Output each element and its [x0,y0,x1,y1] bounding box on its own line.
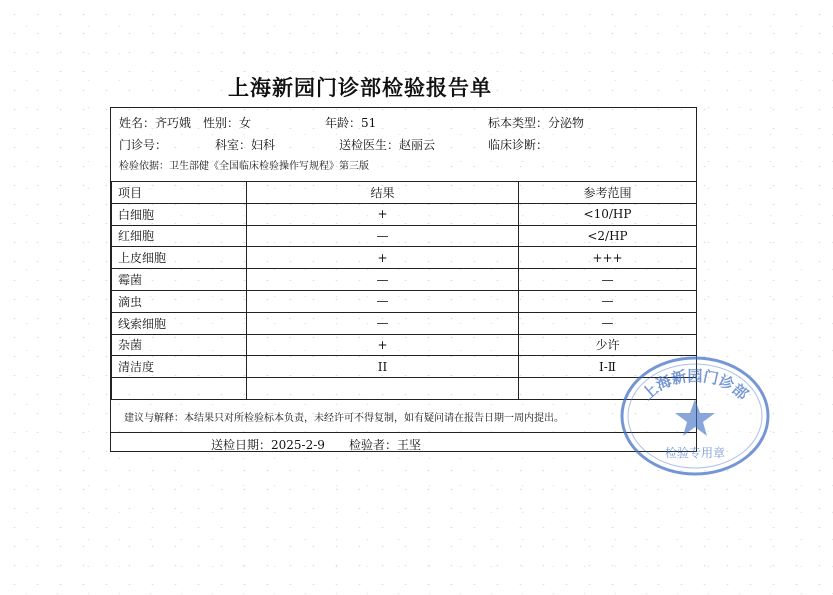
row-result: — [247,225,519,247]
row-result: + [247,203,519,225]
dept-label: 科室： [215,138,252,152]
sex-field [203,114,251,131]
doctor-field [339,136,435,153]
age-value: 51 [361,116,377,130]
row-reference [519,378,697,400]
table-row [112,247,697,269]
row-item: 红细胞 [112,225,247,247]
dept-field [215,136,275,153]
specimen-field [488,114,584,131]
row-item: 线索细胞 [112,312,247,334]
row-reference: — [519,269,697,291]
table-header-row [112,182,697,204]
row-item: 霉菌 [112,269,247,291]
header-item: 项目 [112,182,247,204]
row-item: 滴虫 [112,290,247,312]
diagnosis-field [488,136,548,153]
age-label: 年龄： [325,116,362,130]
row-reference: +++ [519,247,697,269]
report-title: 上海新园门诊部检验报告单 [228,75,492,100]
sex-label: 性别： [203,116,240,130]
row-reference: — [519,290,697,312]
row-item: 清洁度 [112,356,247,378]
row-item: 白细胞 [112,203,247,225]
test-basis: 检验依据：卫生部健《全国临床检验操作写规程》第三版 [119,161,369,172]
row-reference: 少许 [519,334,697,356]
inspector-value: 王坚 [397,438,422,452]
row-result: II [247,356,519,378]
dept-value: 妇科 [251,138,276,152]
table-row [112,334,697,356]
header-result: 结果 [247,182,519,204]
diagnosis-label: 临床诊断： [488,138,549,152]
doctor-value: 赵丽云 [399,138,436,152]
age-field [325,114,376,131]
submit-date-value: 2025-2-9 [271,438,325,452]
stamp-subtext: 检验专用章 [664,446,726,460]
table-row [112,312,697,334]
row-item: 上皮细胞 [112,247,247,269]
row-result: — [247,269,519,291]
clinic-no-field [119,136,167,153]
row-result [247,378,519,400]
table-row [112,290,697,312]
header-reference: 参考范围 [519,182,697,204]
report-sheet [110,107,697,452]
name-value: 齐巧娥 [155,116,192,130]
results-table [111,181,697,400]
stamp-arc-text: 上海新园门诊部 [638,367,752,404]
name-label: 姓名： [119,116,156,130]
submit-date-label: 送检日期： [211,438,272,452]
table-row [112,269,697,291]
row-result: — [247,312,519,334]
row-reference: <10/HP [519,203,697,225]
doctor-label: 送检医生： [339,138,400,152]
row-result: + [247,334,519,356]
name-field [119,114,191,131]
footer-divider [111,432,696,433]
row-item: 杂菌 [112,334,247,356]
row-item [112,378,247,400]
submit-date-field [211,436,325,453]
table-row [112,203,697,225]
row-reference: <2/HP [519,225,697,247]
table-row [112,225,697,247]
inspector-field [349,436,421,453]
sex-value: 女 [239,116,252,130]
clinic-no-label: 门诊号： [119,138,168,152]
row-result: — [247,290,519,312]
specimen-label: 标本类型： [488,116,549,130]
table-row [112,356,697,378]
row-reference: I-Ⅱ [519,356,697,378]
row-reference: — [519,312,697,334]
disclaimer-note: 建议与解释：本结果只对所检验标本负责，未经许可不得复制，如有疑问请在报告日期一周内提出。 [124,413,564,424]
row-result: + [247,247,519,269]
inspector-label: 检验者： [349,438,398,452]
table-row-empty [112,378,697,400]
specimen-value: 分泌物 [548,116,585,130]
